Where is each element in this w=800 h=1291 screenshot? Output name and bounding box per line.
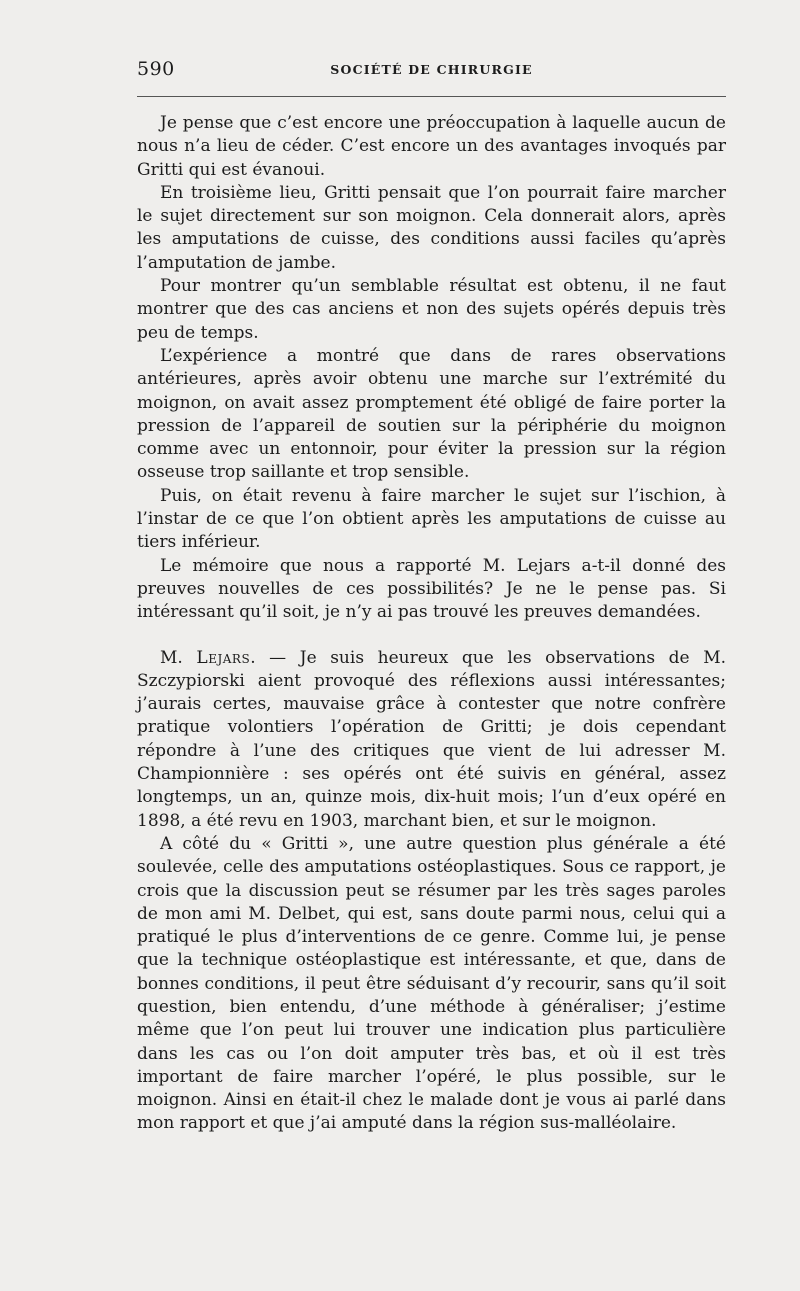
header-rule — [137, 96, 726, 97]
reply-text: . — Je suis heureux que les observations de M. Szczypiorski aient provoqué des réflexions aussi intéressantes; j’aurais certes, mauvaise grâce à contester que notre confrère pratique volontiers l’opération de Gritti; je dois cependant répondre à l’une des critiques que vient de lui adresser M. Championnière : ses opérés ont été suivis en général, assez longtemps, un an, quinze mois, dix-huit mois; l’un d’eux opéré en 1898, a été revu en 1903, marchant bien, et sur le moignon. — [137, 647, 727, 831]
speaker-prefix: M. — [160, 647, 183, 668]
paragraph: Je pense que c’est encore une préoccupation à laquelle aucun de nous n’a lieu de céder. C’est encore un des avantages invoqués par Gritti qui est évanoui. — [137, 113, 726, 180]
page-number: 590 — [137, 58, 175, 80]
paragraph: Puis, on était revenu à faire marcher le sujet sur l’ischion, à l’instar de ce que l’on obtient après les amputations de cuisse au tiers inférieur. — [137, 485, 726, 553]
page-header — [137, 58, 726, 86]
paragraph: En troisième lieu, Gritti pensait que l’on pourrait faire marcher le sujet directement sur son moignon. Cela donnerait alors, après les amputations de cuisse, des conditions aussi faciles qu’après l’amputation de jambe. — [137, 182, 726, 273]
paragraph: L’expérience a montré que dans de rares observations antérieures, après avoir obtenu une marche sur l’extrémité du moignon, on avait assez promptement été obligé de faire porter la pression de l’appareil de soutien sur la périphérie du moignon comme avec un entonnoir, pour éviter la pression sur la région osseuse trop saillante et trop sensible. — [137, 345, 726, 483]
paragraph: Le mémoire que nous a rapporté M. Lejars a-t-il donné des preuves nouvelles de ces possibilités? Je ne le pense pas. Si intéressant qu’il soit, je n’y ai pas trouvé les preuves demandées. — [137, 555, 726, 623]
speaker-name: Lejars — [196, 647, 251, 668]
paragraph: A côté du « Gritti », une autre question plus générale a été soulevée, celle des amputations ostéoplastiques. Sous ce rapport, je crois que la discussion peut se résumer par les très sages paroles de mon ami M. Delbet, qui est, sans doute parmi nous, celui qui a pratiqué le plus d’interventions de ce genre. Comme lui, je pense que la technique ostéoplastique est intéressante, et que, dans de bonnes conditions, il peut être séduisant d’y recourir, sans qu’il soit question, bien entendu, d’une méthode à généraliser; j’estime même que l’on peut lui trouver une indication plus particulière dans les cas ou l’on doit amputer très bas, et où il est très important de faire marcher l’opéré, le plus possible, sur le moignon. Ainsi en était-il chez le malade dont je vous ai parlé dans mon rapport et que j’ai amputé dans la région sus-malléolaire. — [137, 833, 726, 1134]
body-text — [137, 112, 726, 1136]
reply-paragraph — [137, 647, 726, 833]
running-title: SOCIÉTÉ DE CHIRURGIE — [330, 62, 533, 77]
paragraph: Pour montrer qu’un semblable résultat est obtenu, il ne faut montrer que des cas anciens et non des sujets opérés depuis très peu de temps. — [137, 276, 726, 343]
